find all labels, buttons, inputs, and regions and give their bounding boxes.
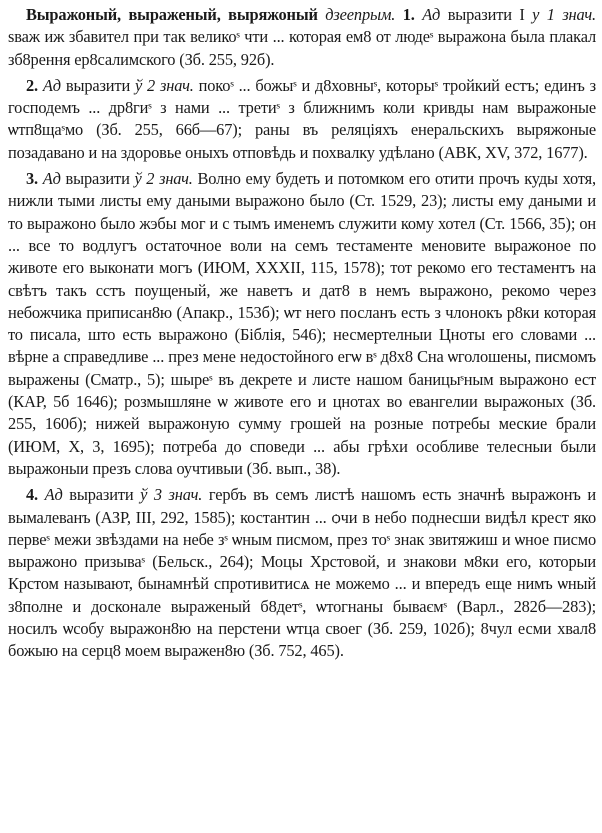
citation-text: Волно ему будеть и потомком его отити прочъ куды хотя, нижли тыми листы ему даными выражоно было (Ст. 1529, 23); листы ему даными и то выражоно было жэбы мог и с тымъ именемъ служити кому хотел (Ст. 1566, 35); он ... все то водлугъ остаточное воли на семъ тестаменте меновите выражоное по животе его выконати могъ (ИЮМ, XXXII, 115, 1578); тот рекомо его тестаментъ на свѣтъ такъ сстъ поущеный, же наветъ и дат8 в немъ выражоно, рекомо через небожчика приписан8ю (Апакр., 153б); ѡт него посланъ есть з члонокъ р8ки которая то писала, што есть выражоно (Біблія, 546); несмертелныи Цноты его словами ... вѣрне а справедливе ... през мене недостойного егѡ вˢ д8х8 Сна ѡголошены, писмомъ выражены (Сматр., 5); шыреˢ въ декрете и листе нашом баницыˢным выражоно ест (КАР, 5б 1646); розмышляне ѡ животе его и цнотах во евангелии выражоных (Зб. 255, 160б); нижей выражоную сумму грошей на розные потребы меские брали (ИЮМ, X, 3, 1695); потреба до споведи ... абы грѣхи особливе телесныи были выражоныи презъ слова оучтивыи (Зб. вып., 38). [8, 169, 596, 478]
citation-text: покоˢ ... божыˢ и д8ховныˢ, которыˢ тройкий естъ; единъ з господемъ ... др8гиˢ з нами ... третиˢ з ближнимъ коли кривды нам выражоные ѡтп8щаˢмо (Зб. 255, 66б—67); раны въ реляціяхъ енеральскихъ выряжоные позадавано и на здоровье оныхъ отповѣдь и похвалку удѣлано (АВК, XV, 372, 1677). [8, 75, 596, 162]
sense-number: 2. [26, 75, 38, 95]
sense-reference: ў 3 знач. [140, 485, 203, 505]
cross-reference-verb: выразити [60, 75, 135, 95]
citation-text: ѕваж иж збавител при так великоˢ чти ... которая ем8 от людеˢ выражона была плакал зб8рення ер8салимского (Зб. 255, 92б). [8, 27, 596, 69]
entry-headword: Выражоный, выраженый, выряжоный [26, 5, 318, 24]
sense-reference: ў 2 знач. [134, 169, 193, 189]
sense-number: 4. [26, 485, 38, 505]
sense-number: 3. [26, 169, 38, 189]
cross-reference-label: Ад [414, 5, 441, 24]
cross-reference-verb: выразити [62, 485, 141, 505]
sense-reference: ў 2 знач. [135, 75, 194, 95]
dictionary-entry-1 [8, 4, 596, 71]
citation-text: гербъ въ семъ листѣ нашомъ есть значнѣ выражонъ и вымалеванъ (АЗР, III, 292, 1585); костантин ... ѻчи в небо поднесши видѣл крест яко первеˢ межи звѣздами на небе зˢ ѡным писмом, през тоˢ знак звитяжиш и ѡное писмо выражоно призываˢ (Бельск., 264); Моцы Хрстовой, и знакови м8ки его, которыи Крстом называют, бынамнѣй спротивитисѧ не можемо ... и впередъ еще нимъ ѡный з8полне и досконале выраженый б8детˢ, ѡтогнаны бываємˢ (Варл., 282б—283); носилъ ѡсобу выражон8ю на перстени ѡтца своег (Зб. 259, 102б); 8чул есми хвал8 божыю на серц8 моем выражен8ю (Зб. 752, 465). [8, 485, 596, 661]
cross-reference-verb: выразити І [440, 5, 533, 24]
cross-reference-verb: выразити [60, 169, 135, 189]
sense-reference: у 1 знач. [532, 5, 596, 24]
cross-reference-label: Ад [38, 169, 61, 189]
sense-number: 1. [395, 5, 415, 24]
dictionary-entry-2 [8, 75, 596, 164]
part-of-speech: дзеепрым. [317, 5, 396, 24]
cross-reference-label: Ад [38, 485, 63, 505]
dictionary-entry-3 [8, 168, 596, 480]
dictionary-entry-4 [8, 484, 596, 662]
cross-reference-label: Ад [38, 75, 61, 95]
